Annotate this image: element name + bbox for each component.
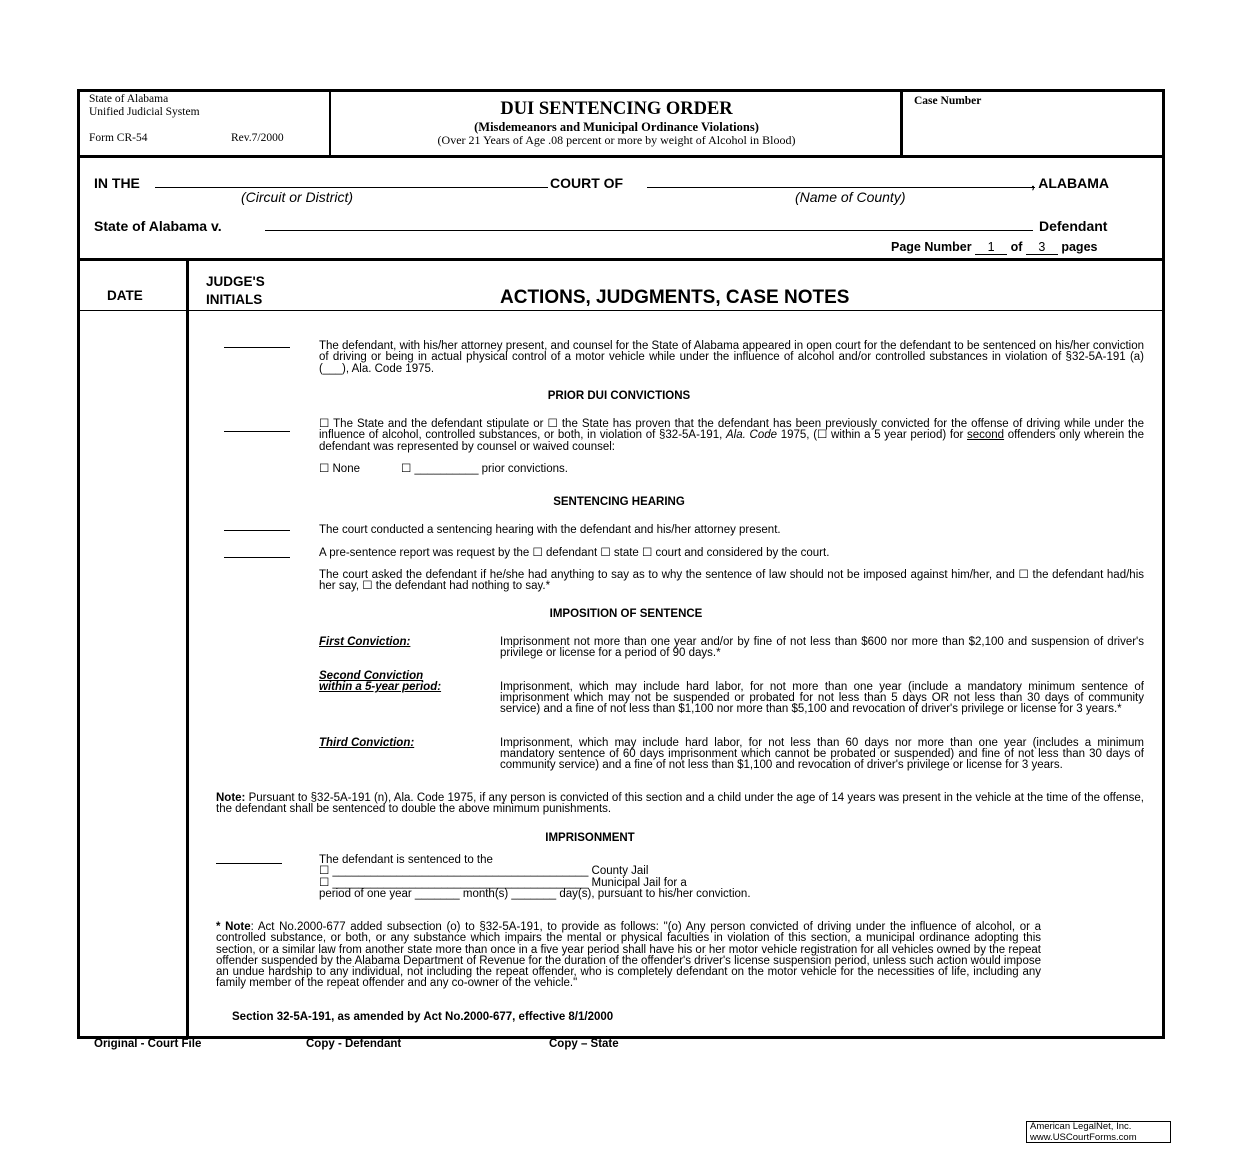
appearance-paragraph: The defendant, with his/her attorney present, and counsel for the State of Alabama appeared in open court for the defendant to be sentenced on his/her conviction of driving or being in actual physical control of a motor vehicle while under the influence of alcohol and/or controlled substances in violation of §32-5A-191 (a) (___), Ala. Code 1975. <box>319 340 1144 375</box>
county-jail-option[interactable]: ☐ ________________________________________ County Jail <box>319 865 649 877</box>
imprisonment-line-1: The defendant is sentenced to the <box>319 854 493 866</box>
municipal-jail-option[interactable]: ☐ ________________________________________ Municipal Jail for a <box>319 877 687 889</box>
initials-line-2[interactable] <box>224 431 290 432</box>
initials-column-header: INITIALS <box>206 292 263 307</box>
brand-line-2: www.USCourtForms.com <box>1030 1131 1137 1143</box>
form-border-left <box>77 89 80 1039</box>
first-conviction-text: Imprisonment not more than one year and/or by fine of not less than $600 nor more than $2,100 and suspension of driver's privilege or license for a period of 90 days.* <box>500 636 1144 659</box>
prior-none-option[interactable]: ☐ None <box>319 463 360 475</box>
defendant-label: Defendant <box>1039 218 1108 234</box>
columns-divider <box>77 310 1165 311</box>
hearing-line-1: The court conducted a sentencing hearing with the defendant and his/her attorney present. <box>319 524 781 536</box>
footer-original: Original - Court File <box>94 1038 202 1050</box>
actions-column-header: ACTIONS, JUDGMENTS, CASE NOTES <box>500 287 850 308</box>
prior-ala-code: Ala. Code <box>726 429 778 442</box>
prior-text-c: offenders only wherein the defendant was represented by counsel or waived counsel: <box>319 429 1144 453</box>
act-note-text: : Act No.2000-677 added subsection (o) to §32-5A-191, to provide as follows: "(o) Any person convicted of driving under the influence of alcohol, or a controlled substance, or both, or any substance which impairs the mental or physical faculties in violation of this section, a municipal ordinance adopting this section, or a similar law from another state more than once in a five year period shall have his or her motor vehicle registration for all vehicles owned by the repeat offender suspended by the Alabama Department of Revenue for the duration of the offender's driver's license suspension period, unless such action would impose an undue hardship to any individual, not including the repeat offender, who is completely defendant on the motor vehicle for the necessities of life, including any family member of the repeat offender and any co-owner of the vehicle." <box>216 921 1041 990</box>
case-number-field[interactable] <box>906 112 1158 152</box>
act-note <box>216 922 1041 990</box>
court-of-label: COURT OF <box>550 175 624 191</box>
imprisonment-heading: IMPRISONMENT <box>545 832 635 844</box>
footer-copy-defendant: Copy - Defendant <box>306 1038 402 1050</box>
hearing-line-3: The court asked the defendant if he/she had anything to say as to why the sentence of law should not be imposed against him/her, and ☐ the defendant had/his her say, ☐ the defendant had nothing to say.* <box>319 569 1144 593</box>
initials-line-4[interactable] <box>224 557 290 558</box>
form-number: Form CR-54 <box>89 132 148 144</box>
act-note-label: * Note <box>216 921 251 933</box>
defendant-name-field[interactable] <box>265 230 1033 231</box>
circuit-district-hint: (Circuit or District) <box>241 189 353 205</box>
prior-count-option[interactable]: ☐ __________ prior convictions. <box>401 463 568 475</box>
third-conviction-label: Third Conviction: <box>319 737 415 749</box>
form-revision: Rev.7/2000 <box>231 132 284 144</box>
prior-second: second <box>967 429 1005 442</box>
page-number-label: Page Number <box>891 240 972 254</box>
form-border-bottom <box>77 1036 1165 1039</box>
court-divider <box>77 258 1165 261</box>
sentencing-hearing-heading: SENTENCING HEARING <box>553 496 685 508</box>
county-hint: (Name of County) <box>795 189 906 205</box>
initials-line-3[interactable] <box>224 530 290 531</box>
county-field[interactable] <box>647 187 1035 188</box>
case-number-label: Case Number <box>914 95 982 107</box>
page-number <box>891 240 1097 255</box>
header-divider <box>77 155 1165 158</box>
form-title: DUI SENTENCING ORDER <box>500 99 733 119</box>
alabama-label: , ALABAMA <box>1031 175 1110 191</box>
second-conviction-label-1: Second Conviction <box>319 670 424 682</box>
prior-convictions-heading: PRIOR DUI CONVICTIONS <box>547 390 691 402</box>
second-conviction-text: Imprisonment, which may include hard labor, for not more than one year (include a mandatory minimum sentence of imprisonment which may not be suspended or probated for not less than 5 days OR not less than 30 days of community service) and a fine of not less than $1,100 nor more than $5,100 and revocation of driver's privilege or license for 3 years.* <box>500 681 1144 715</box>
form-subtitle-2: (Over 21 Years of Age .08 percent or more by weight of Alcohol in Blood) <box>437 133 796 147</box>
imposition-heading: IMPOSITION OF SENTENCE <box>549 608 703 620</box>
page-of: of <box>1010 240 1023 254</box>
page-current[interactable]: 1 <box>975 240 1007 255</box>
state-v-label: State of Alabama v. <box>94 218 222 234</box>
second-conviction-label-2: within a 5-year period: <box>319 681 442 693</box>
date-column-header: DATE <box>107 288 143 303</box>
form-border-right <box>1162 89 1165 1039</box>
initials-line-5[interactable] <box>216 863 282 864</box>
section-amendment-note: Section 32-5A-191, as amended by Act No.2000-677, effective 8/1/2000 <box>232 1011 614 1023</box>
initials-line-1[interactable] <box>224 347 290 348</box>
footer-copy-state: Copy – State <box>549 1038 619 1050</box>
header-system: Unified Judicial System <box>89 106 200 118</box>
imprisonment-period: period of one year _______ month(s) _______ day(s), pursuant to his/her conviction. <box>319 888 751 900</box>
page-total[interactable]: 3 <box>1026 240 1058 255</box>
hearing-line-2: A pre-sentence report was request by the ☐ defendant ☐ state ☐ court and considered by the court. <box>319 547 830 559</box>
prior-text-a: ☐ The State and the defendant stipulate or ☐ the State has proven that the defendant has been previously convicted for the offense of driving while under the influence of alcohol, controlled substances, or both, in violation of §32-5A-191, <box>319 418 1144 442</box>
third-conviction-text: Imprisonment, which may include hard labor, for not less than 60 days nor more than one year (includes a minimum mandatory sentence of 60 days imprisonment which cannot be probated or suspended) and fine of not less than 30 days of community service) and a fine of not less than $1,100 and revocation of driver's privilege or license for 3 years. <box>500 737 1144 771</box>
in-the-label: IN THE <box>94 175 140 191</box>
date-column-line <box>186 258 189 1038</box>
circuit-district-field[interactable] <box>155 187 548 188</box>
judges-column-header: JUDGE'S <box>206 274 265 289</box>
first-conviction-label: First Conviction: <box>319 636 411 648</box>
header-state: State of Alabama <box>89 93 169 105</box>
child-note <box>216 793 1144 816</box>
child-note-text: Pursuant to §32-5A-191 (n), Ala. Code 1975, if any person is convicted of this section and a child under the age of 14 years was present in the vehicle at the time of the offense, the defendant shall be sentenced to double the above minimum punishments. <box>216 792 1144 816</box>
form-subtitle: (Misdemeanors and Municipal Ordinance Violations) <box>474 120 759 134</box>
brand-line-1: American LegalNet, Inc. <box>1030 1121 1132 1132</box>
prior-text-b: 1975, (☐ within a 5 year period) for <box>777 429 967 442</box>
child-note-label: Note: <box>216 792 246 804</box>
pages-label: pages <box>1061 240 1098 254</box>
brand-box <box>1026 1121 1171 1143</box>
prior-convictions-paragraph <box>319 419 1144 453</box>
form-border-top <box>77 89 1165 92</box>
